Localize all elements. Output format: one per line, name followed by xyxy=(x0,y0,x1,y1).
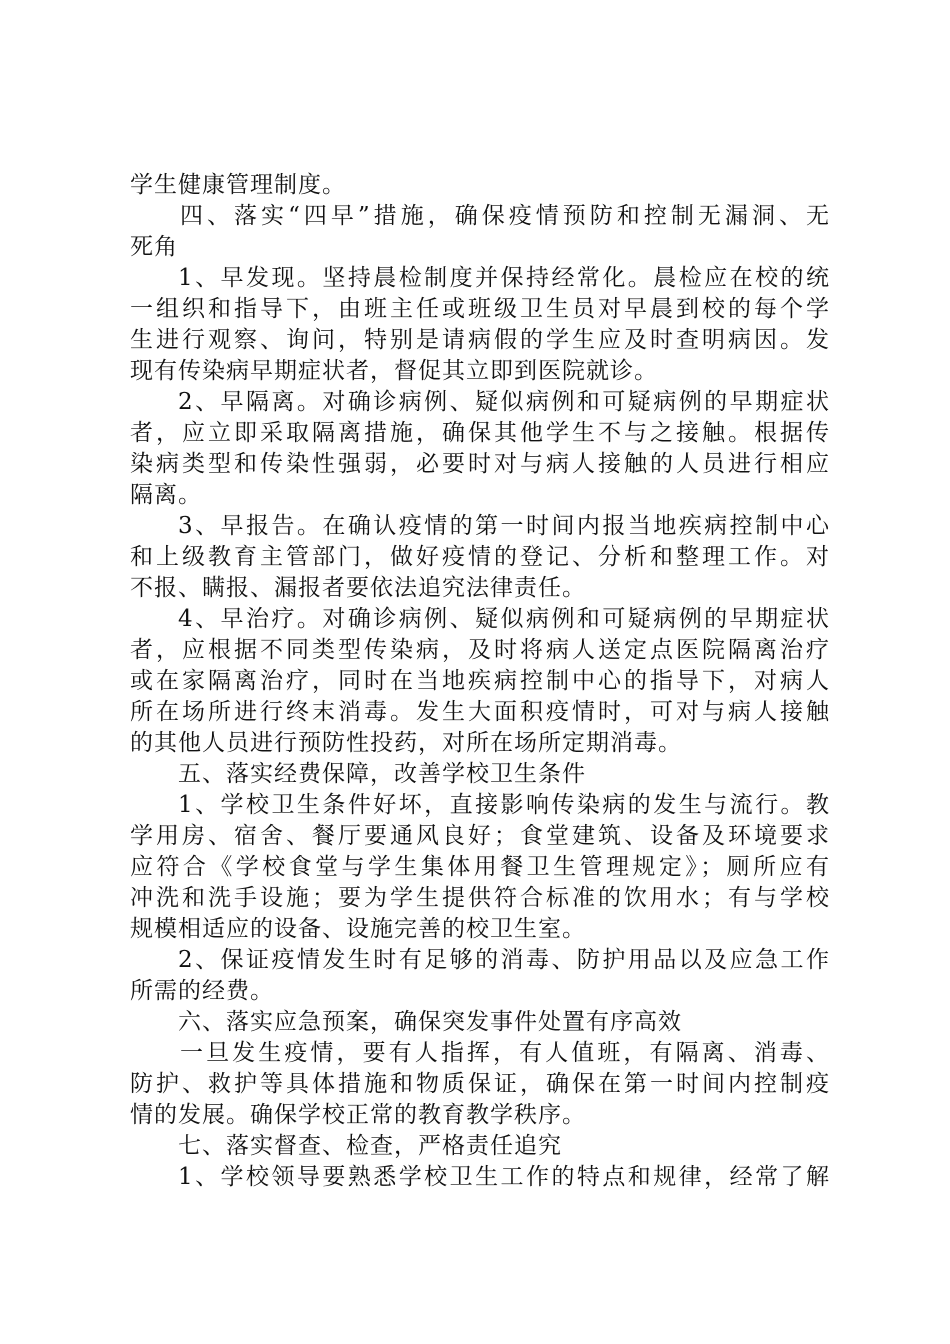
paragraph-line: 染病类型和传染性强弱，必要时对与病人接触的人员进行相应 xyxy=(130,451,830,477)
section-heading-five: 五、落实经费保障，改善学校卫生条件 xyxy=(178,761,586,787)
section-heading-four: 四、落实“四早”措施，确保疫情预防和控制无漏洞、无 xyxy=(180,203,830,229)
paragraph-line: 2、保证疫情发生时有足够的消毒、防护用品以及应急工作 xyxy=(178,947,830,973)
paragraph-line: 3、早报告。在确认疫情的第一时间内报当地疾病控制中心 xyxy=(178,513,830,539)
paragraph-line: 学用房、宿舍、餐厅要通风良好；食堂建筑、设备及环境要求 xyxy=(130,823,830,849)
paragraph-line: 一组织和指导下，由班主任或班级卫生员对早晨到校的每个学 xyxy=(130,296,830,322)
paragraph-line: 1、学校领导要熟悉学校卫生工作的特点和规律，经常了解 xyxy=(178,1164,830,1190)
paragraph-line: 冲洗和洗手设施；要为学生提供符合标准的饮用水；有与学校 xyxy=(130,885,830,911)
paragraph-line: 者，应根据不同类型传染病，及时将病人送定点医院隔离治疗 xyxy=(130,637,830,663)
paragraph-line: 死角 xyxy=(130,234,178,260)
paragraph-line: 所需的经费。 xyxy=(130,978,274,1004)
paragraph-line: 情的发展。确保学校正常的教育教学秩序。 xyxy=(130,1102,586,1128)
paragraph-line: 现有传染病早期症状者，督促其立即到医院就诊。 xyxy=(130,358,658,384)
paragraph-line: 防护、救护等具体措施和物质保证，确保在第一时间内控制疫 xyxy=(130,1071,830,1097)
paragraph-line: 的其他人员进行预防性投药，对所在场所定期消毒。 xyxy=(130,730,682,756)
section-heading-six: 六、落实应急预案，确保突发事件处置有序高效 xyxy=(178,1009,682,1035)
paragraph-line: 应符合《学校食堂与学生集体用餐卫生管理规定》；厕所应有 xyxy=(130,854,830,880)
document-body xyxy=(130,170,830,1193)
paragraph-line: 2、早隔离。对确诊病例、疑似病例和可疑病例的早期症状 xyxy=(178,389,830,415)
paragraph-line: 隔离。 xyxy=(130,482,202,508)
paragraph-line: 学生健康管理制度。 xyxy=(130,172,346,198)
paragraph-line: 1、早发现。坚持晨检制度并保持经常化。晨检应在校的统 xyxy=(178,265,830,291)
paragraph-line: 生进行观察、询问，特别是请病假的学生应及时查明病因。发 xyxy=(130,327,830,353)
paragraph-line: 和上级教育主管部门，做好疫情的登记、分析和整理工作。对 xyxy=(130,544,830,570)
paragraph-line: 所在场所进行终末消毒。发生大面积疫情时，可对与病人接触 xyxy=(130,699,830,725)
paragraph-line: 1、学校卫生条件好坏，直接影响传染病的发生与流行。教 xyxy=(178,792,830,818)
paragraph-line: 一旦发生疫情，要有人指挥，有人值班，有隔离、消毒、 xyxy=(180,1040,830,1066)
paragraph-line: 或在家隔离治疗，同时在当地疾病控制中心的指导下，对病人 xyxy=(130,668,830,694)
section-heading-seven: 七、落实督查、检查，严格责任追究 xyxy=(178,1133,562,1159)
paragraph-line: 者，应立即采取隔离措施，确保其他学生不与之接触。根据传 xyxy=(130,420,830,446)
paragraph-line: 4、早治疗。对确诊病例、疑似病例和可疑病例的早期症状 xyxy=(178,606,830,632)
paragraph-line: 规模相适应的设备、设施完善的校卫生室。 xyxy=(130,916,586,942)
paragraph-line: 不报、瞒报、漏报者要依法追究法律责任。 xyxy=(130,575,586,601)
